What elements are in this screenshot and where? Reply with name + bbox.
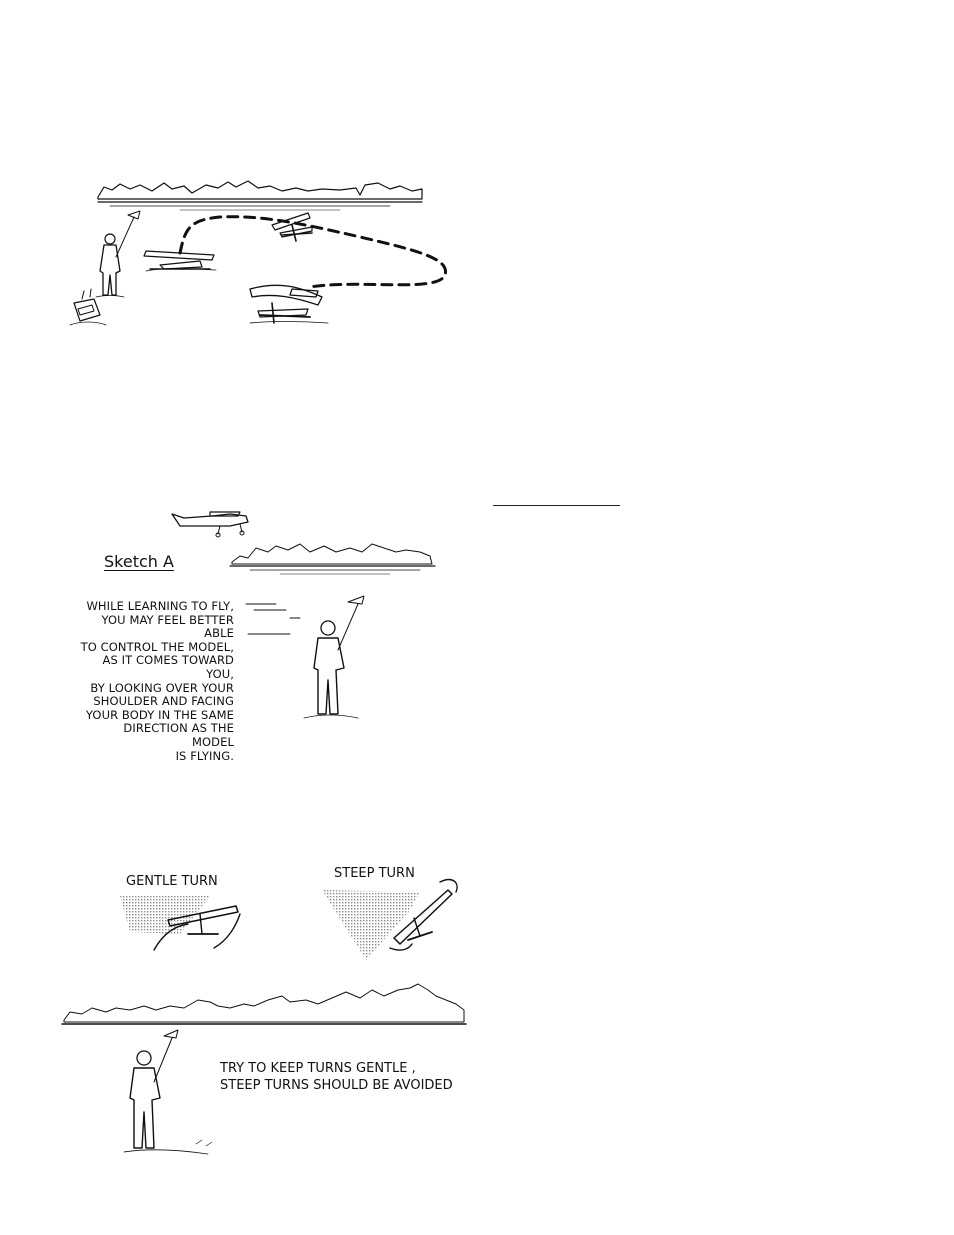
- steep-turn-diagram: [322, 880, 457, 960]
- figure-sketch-a: [80, 500, 440, 763]
- skyline-turns: [64, 984, 464, 1022]
- caption-line: YOU MAY FEEL BETTER ABLE: [101, 612, 234, 641]
- turns-illustration: [60, 860, 470, 1170]
- sketch-a-title: Sketch A: [104, 552, 174, 571]
- caption-line: BY LOOKING OVER YOUR: [90, 680, 234, 695]
- flight-pattern-illustration: [60, 175, 460, 345]
- figure-turns: [60, 860, 470, 1170]
- airplane-sketch-a: [172, 512, 248, 537]
- transmitter-box: [70, 289, 106, 325]
- caption-line: IS FLYING.: [175, 748, 234, 763]
- flight-path-dashed: [180, 217, 446, 287]
- caption-line: YOUR BODY IN THE SAME: [85, 707, 234, 722]
- caption-line: AS IT COMES TOWARD YOU,: [102, 653, 234, 681]
- sketch-a-caption: [80, 600, 234, 763]
- caption-line: TO CONTROL THE MODEL,: [80, 639, 234, 654]
- pilot-figure: [96, 211, 140, 297]
- airplane-upper: [272, 213, 312, 241]
- steep-turn-label: STEEP TURN: [334, 866, 415, 881]
- pilot-figure-turns: [124, 1030, 212, 1154]
- gentle-turn-label: GENTLE TURN: [126, 874, 218, 889]
- caption-line: DIRECTION AS THE MODEL: [123, 721, 234, 749]
- advice-line: TRY TO KEEP TURNS GENTLE ,: [220, 1061, 416, 1076]
- figure-flight-pattern: [60, 175, 460, 345]
- divider-line: [493, 505, 620, 506]
- pilot-figure-sketch-a: [304, 596, 364, 718]
- gentle-turn-diagram: [120, 896, 240, 950]
- caption-line: WHILE LEARNING TO FLY,: [86, 599, 234, 613]
- turns-advice: [220, 1060, 453, 1094]
- caption-line: SHOULDER AND FACING: [93, 694, 234, 709]
- airplane-lower: [250, 285, 328, 323]
- skyline-sketch-a: [232, 544, 432, 564]
- skyline: [98, 181, 422, 199]
- advice-line: STEEP TURNS SHOULD BE AVOIDED: [220, 1078, 453, 1093]
